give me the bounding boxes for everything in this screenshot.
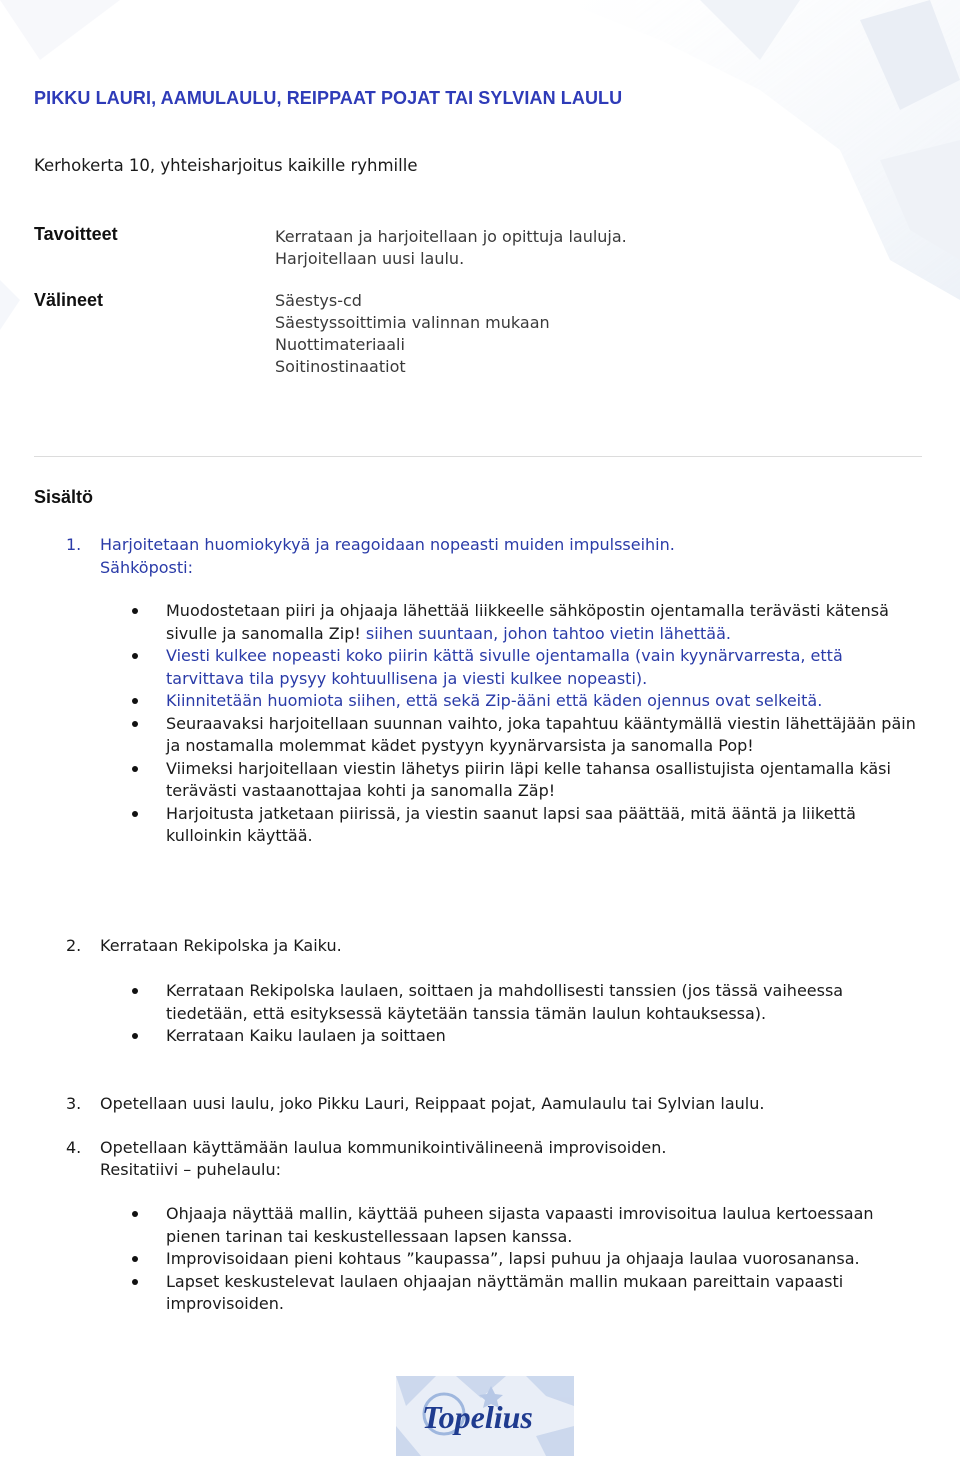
list-item bbox=[100, 600, 920, 645]
list-item bbox=[100, 758, 920, 803]
bullet-icon bbox=[132, 988, 138, 994]
bullet-icon bbox=[132, 1033, 138, 1039]
tavoitteet-line: Harjoitellaan uusi laulu. bbox=[275, 249, 465, 268]
list-item bbox=[100, 1248, 920, 1271]
section-title: Opetellaan uusi laulu, joko Pikku Lauri, Reippaat pojat, Aamulaulu tai Sylvian laulu. bbox=[100, 1094, 765, 1113]
bullet-text: Muodostetaan piiri ja ohjaaja lähettää liikkeelle sähköpostin ojentamalla terävästi kätensä sivulle ja sanomalla Zip! bbox=[166, 601, 889, 643]
section-number: 4. bbox=[66, 1138, 82, 1157]
bullet-text: Lapset keskustelevat laulaen ohjaajan näyttämän mallin mukaan pareittain vapaasti improvisoiden. bbox=[166, 1271, 844, 1313]
valineet-line: Nuottimateriaali bbox=[275, 335, 405, 354]
bullet-icon bbox=[132, 1211, 138, 1217]
bullet-icon bbox=[132, 1279, 138, 1285]
list-item bbox=[100, 803, 920, 848]
list-item bbox=[100, 1271, 920, 1316]
bullet-text: Kiinnitetään huomiota siihen, että sekä Zip-ääni että käden ojennus ovat selkeitä. bbox=[166, 691, 823, 710]
section-4-heading bbox=[66, 1137, 666, 1159]
bullet-icon bbox=[132, 608, 138, 614]
bullet-icon bbox=[132, 653, 138, 659]
bullet-text: Kerrataan Kaiku laulaen ja soittaen bbox=[166, 1026, 446, 1045]
bullet-icon bbox=[132, 811, 138, 817]
page-title: PIKKU LAURI, AAMULAULU, REIPPAAT POJAT TAI SYLVIAN LAULU bbox=[34, 88, 623, 108]
bullet-text: Improvisoidaan pieni kohtaus ”kaupassa”, lapsi puhuu ja ohjaaja laulaa vuorosanansa. bbox=[166, 1249, 860, 1268]
page-subtitle: Kerhokerta 10, yhteisharjoitus kaikille ryhmille bbox=[34, 156, 418, 175]
bullet-icon bbox=[132, 698, 138, 704]
list-item bbox=[100, 1203, 920, 1248]
section-3-heading bbox=[66, 1093, 764, 1115]
bullet-text: Viesti kulkee nopeasti koko piirin kättä sivulle ojentamalla (vain kyynärvarresta, että tarvittava tila pysyy kohtuullisena ja viesti kulkee nopeasti). bbox=[166, 646, 843, 688]
section-number: 1. bbox=[66, 535, 82, 554]
topelius-logo bbox=[396, 1376, 574, 1456]
list-item bbox=[100, 1025, 920, 1048]
section-1-heading bbox=[66, 534, 675, 556]
tavoitteet-content bbox=[275, 226, 627, 270]
tavoitteet-line: Kerrataan ja harjoitellaan jo opittuja lauluja. bbox=[275, 227, 627, 246]
valineet-content bbox=[275, 290, 550, 378]
list-item bbox=[100, 713, 920, 758]
list-item bbox=[100, 645, 920, 690]
section-1-subheading: Sähköposti: bbox=[100, 558, 193, 577]
section-title: Kerrataan Rekipolska ja Kaiku. bbox=[100, 936, 342, 955]
section-4-subheading: Resitatiivi – puhelaulu: bbox=[100, 1160, 281, 1179]
section-2-bullet-list bbox=[100, 980, 920, 1048]
tavoitteet-label: Tavoitteet bbox=[34, 224, 118, 244]
section-number: 3. bbox=[66, 1094, 82, 1113]
section-title: Opetellaan käyttämään laulua kommunikointivälineenä improvisoiden. bbox=[100, 1138, 667, 1157]
section-4-bullet-list bbox=[100, 1203, 920, 1316]
bullet-icon bbox=[132, 1256, 138, 1262]
bullet-text: Viimeksi harjoitellaan viestin lähetys piirin läpi kelle tahansa osallistujista ojentamalla käsi terävästi vastaanottajaa kohti ja sanomalla Zäp! bbox=[166, 758, 891, 800]
bullet-icon bbox=[132, 766, 138, 772]
valineet-label: Välineet bbox=[34, 290, 104, 310]
section-1-bullet-list bbox=[100, 600, 920, 848]
bullet-text: Ohjaaja näyttää mallin, käyttää puheen sijasta vapaasti imrovisoitua laulua kertoessaan pienen tarinan tai keskustellessaan lapsen kanssa. bbox=[166, 1204, 874, 1246]
section-2-heading bbox=[66, 935, 342, 957]
valineet-line: Säestyssoittimia valinnan mukaan bbox=[275, 313, 550, 332]
bullet-text: Seuraavaksi harjoitellaan suunnan vaihto, joka tapahtuu kääntymällä viestin lähettäjään päin ja nostamalla molemmat kädet pystyyn kyynärvarsista ja sanomalla Pop! bbox=[166, 713, 916, 755]
logo-text: Topelius bbox=[422, 1399, 533, 1435]
section-title: Harjoitetaan huomiokykyä ja reagoidaan nopeasti muiden impulsseihin. bbox=[100, 535, 675, 554]
section-divider bbox=[34, 456, 922, 457]
bullet-text: Harjoitusta jatketaan piirissä, ja viestin saanut lapsi saa päättää, mitä ääntä ja liikettä kulloinkin käyttää. bbox=[166, 803, 856, 845]
bullet-icon bbox=[132, 721, 138, 727]
list-item bbox=[100, 980, 920, 1025]
bullet-text: siihen suuntaan, johon tahtoo vietin lähettää. bbox=[365, 623, 731, 643]
sisalto-heading: Sisältö bbox=[34, 487, 94, 507]
valineet-line: Soitinostinaatiot bbox=[275, 357, 406, 376]
bullet-text: Kerrataan Rekipolska laulaen, soittaen ja mahdollisesti tanssien (jos tässä vaiheessa tiedetään, että esityksessä käytetään tanssia tämän laulun kohtauksessa). bbox=[166, 981, 844, 1023]
section-number: 2. bbox=[66, 936, 82, 955]
list-item bbox=[100, 690, 920, 713]
valineet-line: Säestys-cd bbox=[275, 291, 362, 310]
